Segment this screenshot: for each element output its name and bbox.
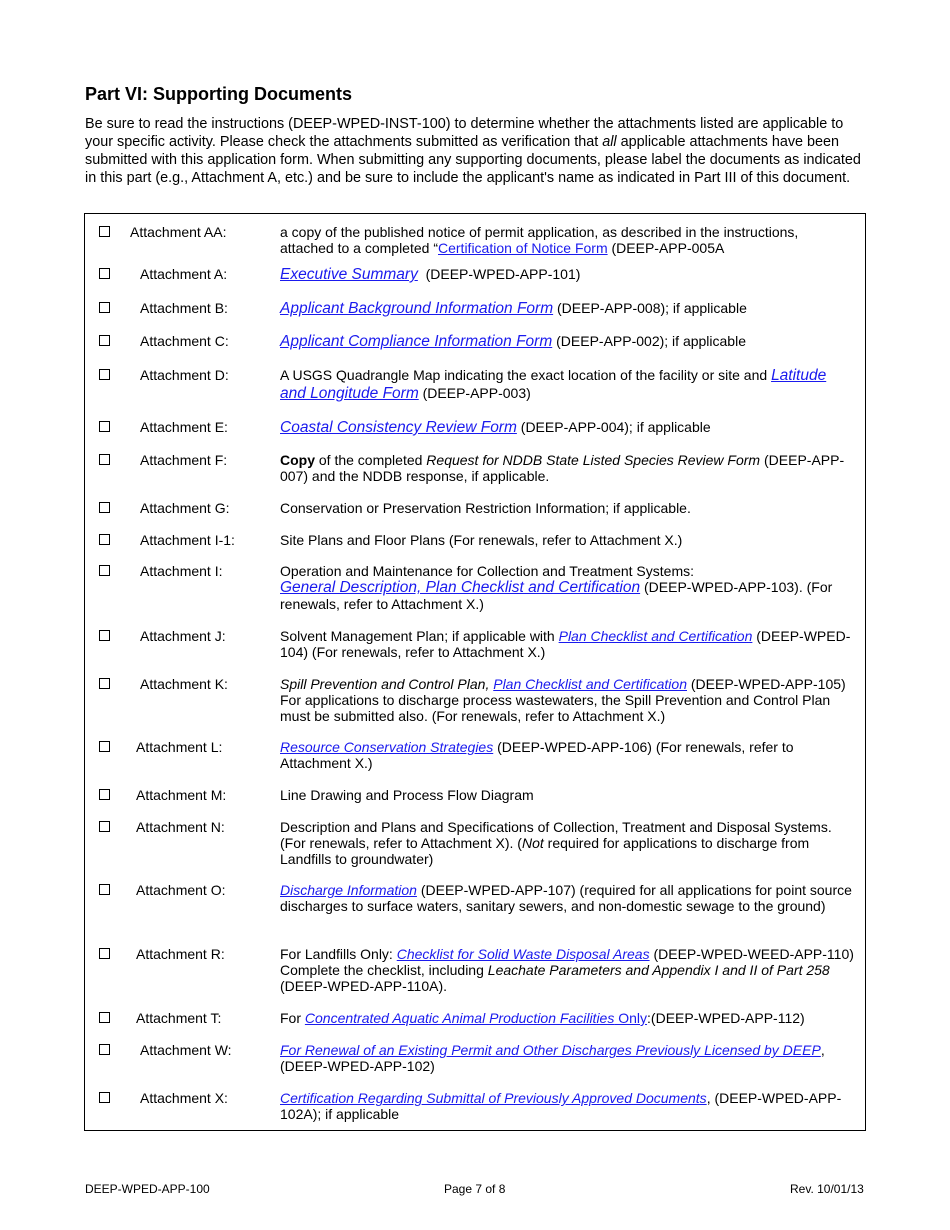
- aquatic-facilities-link[interactable]: Concentrated Aquatic Animal Production Facilities: [304, 1010, 615, 1026]
- applicant-compliance-link[interactable]: Applicant Compliance Information Form: [280, 333, 553, 350]
- attachment-i-checkbox[interactable]: [99, 565, 110, 576]
- attachment-description: For Concentrated Aquatic Animal Production Facilities Only:(DEEP-WPED-APP-112): [280, 1010, 805, 1026]
- attachment-label: Attachment C:: [140, 333, 229, 349]
- attachment-label: Attachment O:: [136, 882, 226, 898]
- attachment-description: Discharge Information (DEEP-WPED-APP-107) (required for all applications for point source discharges to surface waters, sanitary sewers, and non-domestic sewage to the ground): [280, 882, 852, 914]
- footer-form-id: DEEP-WPED-APP-100: [85, 1182, 210, 1196]
- attachment-g-checkbox[interactable]: [99, 502, 110, 513]
- attachment-description: Site Plans and Floor Plans (For renewals, refer to Attachment X.): [280, 532, 683, 548]
- attachment-description: Line Drawing and Process Flow Diagram: [280, 787, 534, 803]
- page-title: Part VI: Supporting Documents: [85, 84, 353, 104]
- attachment-description: Copy of the completed Request for NDDB State Listed Species Review Form (DEEP-APP-007) and the NDDB response, if applicable.: [280, 452, 845, 484]
- attachment-label: Attachment D:: [140, 367, 229, 383]
- attachment-label: Attachment F:: [140, 452, 228, 468]
- attachment-n-checkbox[interactable]: [99, 821, 110, 832]
- attachment-w-checkbox[interactable]: [99, 1044, 110, 1055]
- attachment-description: Coastal Consistency Review Form (DEEP-APP-004); if applicable: [280, 419, 711, 436]
- renewal-existing-permit-link[interactable]: For Renewal of an Existing Permit and Other Discharges Previously Licensed by DEEP: [280, 1042, 821, 1058]
- attachment-x-checkbox[interactable]: [99, 1092, 110, 1103]
- attachment-description: A USGS Quadrangle Map indicating the exact location of the facility or site and Latitude and Longitude Form (DEEP-APP-003): [280, 367, 827, 402]
- attachment-description: Executive Summary (DEEP-WPED-APP-101): [280, 266, 581, 283]
- discharge-information-link[interactable]: Discharge Information: [280, 882, 417, 898]
- attachment-label: Attachment T:: [136, 1010, 222, 1026]
- attachment-k-checkbox[interactable]: [99, 678, 110, 689]
- plan-checklist-link[interactable]: Plan Checklist and Certification: [558, 628, 753, 644]
- attachment-description: Resource Conservation Strategies (DEEP-WPED-APP-106) (For renewals, refer to Attachment X.): [280, 739, 794, 771]
- attachment-description: Conservation or Preservation Restriction Information; if applicable.: [280, 500, 691, 516]
- certification-previously-approved-link[interactable]: Certification Regarding Submittal of Previously Approved Documents: [280, 1090, 707, 1106]
- attachment-c-checkbox[interactable]: [99, 335, 110, 346]
- attachment-l-checkbox[interactable]: [99, 741, 110, 752]
- attachment-label: Attachment N:: [136, 819, 225, 835]
- attachment-label: Attachment I:: [140, 563, 223, 579]
- executive-summary-link[interactable]: Executive Summary: [280, 266, 418, 283]
- attachment-e-checkbox[interactable]: [99, 421, 110, 432]
- resource-conservation-link[interactable]: Resource Conservation Strategies: [280, 739, 494, 755]
- attachment-label: Attachment I-1:: [140, 532, 235, 548]
- attachment-description: Spill Prevention and Control Plan, Plan Checklist and Certification (DEEP-WPED-APP-105) For applications to discharge process wastewaters, the Spill Prevention and Control Plan must be submitted also. (For renewals, refer to Attachment X.): [280, 676, 846, 724]
- attachment-description: Certification Regarding Submittal of Previously Approved Documents, (DEEP-WPED-APP-102A); if applicable: [280, 1090, 842, 1122]
- attachment-label: Attachment R:: [136, 946, 225, 962]
- attachment-label: Attachment G:: [140, 500, 230, 516]
- attachment-description: a copy of the published notice of permit application, as described in the instructions, attached to a completed “Certification of Notice Form (DEEP-APP-005A: [280, 224, 799, 256]
- attachment-label: Attachment B:: [140, 300, 228, 316]
- latitude-longitude-link[interactable]: Latitude and Longitude Form: [280, 367, 827, 402]
- intro-paragraph: Be sure to read the instructions (DEEP-WPED-INST-100) to determine whether the attachments listed are applicable to your specific activity. Please check the attachments submitted as verification that all applicable attachments have been submitted with this application form. When submitting any supporting documents, please label the documents as indicated in this part (e.g., Attachment A, etc.) and be sure to include the applicant's name as indicated in Part III of this document.: [85, 116, 861, 186]
- attachment-label: Attachment K:: [140, 676, 228, 692]
- attachment-label: Attachment J:: [140, 628, 226, 644]
- attachment-label: Attachment M:: [136, 787, 227, 803]
- coastal-consistency-link[interactable]: Coastal Consistency Review Form: [280, 419, 517, 436]
- attachment-label: Attachment A:: [140, 266, 228, 282]
- footer-page-number: Page 7 of 8: [444, 1182, 506, 1196]
- attachment-label: Attachment AA:: [130, 224, 227, 240]
- general-description-link[interactable]: General Description, Plan Checklist and Certification: [280, 579, 641, 596]
- attachment-description: For Landfills Only: Checklist for Solid Waste Disposal Areas (DEEP-WPED-WEED-APP-110) Complete the checklist, including Leachate Parameters and Appendix I and II of Part 258 (DEEP-WPED-APP-110A).: [280, 946, 854, 994]
- attachment-description: For Renewal of an Existing Permit and Other Discharges Previously Licensed by DEEP, (DEEP-WPED-APP-102): [280, 1042, 825, 1074]
- attachment-label: Attachment X:: [140, 1090, 228, 1106]
- aquatic-only-link[interactable]: Only: [614, 1010, 648, 1026]
- attachment-description: Description and Plans and Specifications of Collection, Treatment and Disposal Systems. (For renewals, refer to Attachment X). (Not required for applications to discharge from Landfills to groundwater): [280, 819, 832, 867]
- attachment-description: Operation and Maintenance for Collection and Treatment Systems: General Description, Plan Checklist and Certification (DEEP-WPED-APP-103). (For renewals, refer to Attachment X.): [280, 563, 833, 612]
- attachment-b-checkbox[interactable]: [99, 302, 110, 313]
- attachment-label: Attachment L:: [136, 739, 223, 755]
- attachment-r-checkbox[interactable]: [99, 948, 110, 959]
- attachment-label: Attachment W:: [140, 1042, 232, 1058]
- attachment-t-checkbox[interactable]: [99, 1012, 110, 1023]
- attachment-description: Applicant Compliance Information Form (DEEP-APP-002); if applicable: [280, 333, 746, 350]
- attachment-description: Applicant Background Information Form (DEEP-APP-008); if applicable: [280, 300, 747, 317]
- attachment-m-checkbox[interactable]: [99, 789, 110, 800]
- attachment-a-checkbox[interactable]: [99, 268, 110, 279]
- attachment-description: Solvent Management Plan; if applicable with Plan Checklist and Certification (DEEP-WPED-104) (For renewals, refer to Attachment X.): [280, 628, 851, 660]
- applicant-background-link[interactable]: Applicant Background Information Form: [280, 300, 554, 317]
- attachment-f-checkbox[interactable]: [99, 454, 110, 465]
- solid-waste-checklist-link[interactable]: Checklist for Solid Waste Disposal Areas: [396, 946, 650, 962]
- attachment-o-checkbox[interactable]: [99, 884, 110, 895]
- spill-plan-checklist-link[interactable]: Plan Checklist and Certification: [493, 676, 687, 692]
- footer-revision: Rev. 10/01/13: [790, 1182, 864, 1196]
- attachment-i1-checkbox[interactable]: [99, 534, 110, 545]
- certification-of-notice-link[interactable]: Certification of Notice Form: [438, 240, 608, 256]
- attachment-d-checkbox[interactable]: [99, 369, 110, 380]
- attachment-label: Attachment E:: [140, 419, 228, 435]
- attachment-aa-checkbox[interactable]: [99, 226, 110, 237]
- attachments-table: [84, 213, 866, 1131]
- attachment-j-checkbox[interactable]: [99, 630, 110, 641]
